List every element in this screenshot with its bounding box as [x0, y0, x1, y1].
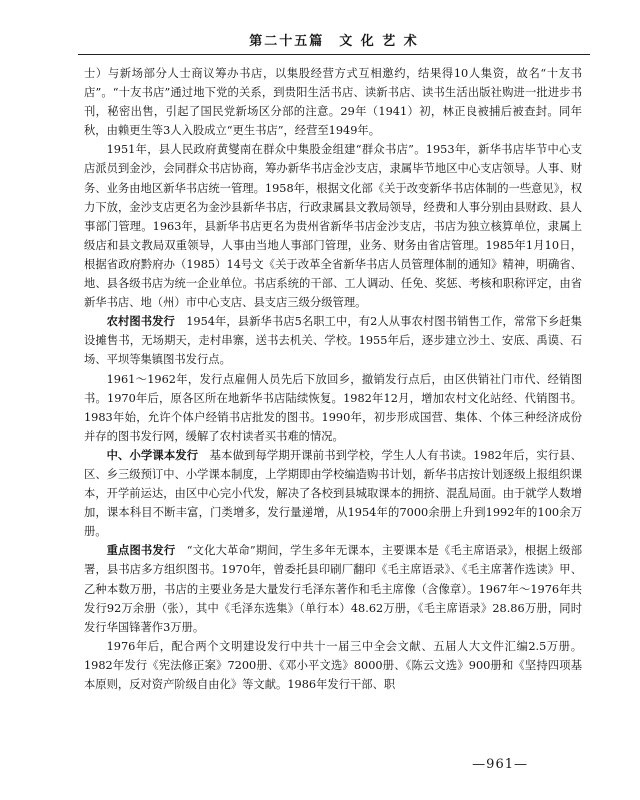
- paragraph: [84, 370, 582, 446]
- paragraph: [84, 312, 582, 369]
- section-title: 重点图书发行: [106, 544, 176, 558]
- paragraph: [84, 541, 582, 636]
- paragraph: [84, 64, 582, 140]
- section-title: 农村图书发行: [106, 315, 175, 329]
- paragraph: [84, 140, 582, 312]
- paragraph: [84, 446, 582, 541]
- paragraph-text: 1961～1962年，发行点雇佣人员先后下放回乡，撤销发行点后，由区供销社门市代、经销图书。1970年后，原各区所在地新华书店陆续恢复。1982年12月，增加农村文化站经、代销图书。1983年始，允许个体户经销书店批发的图书。1990年，初步形成国营、集体、个体三种经济成份并存的图书发行网，缓解了农村读者买书难的情况。: [84, 372, 582, 443]
- paragraph-text: 1954年，县新华书店5名职工中，有2人从事农村图书销售工作，常常下乡赶集设摊售书，无场期天，走村串寨，送书去机关、学校。1955年后，逐步建立沙土、安底、禹谟、石场、平坝等集镇图书发行点。: [84, 315, 582, 367]
- paragraph-text: 1951年，县人民政府黄燮南在群众中集股金组建“群众书店”。1953年，新华书店毕节中心支店派员到金沙，会同群众书店协商，筹办新华书店金沙支店，隶属毕节地区中心支店领导。人事、财务、业务由地区新华书店统一管理。1958年，根据文化部《关于改变新华书店体制的一些意见》，权力下放，金沙支店更名为金沙县新华书店，行政隶属县文教局领导，经费和人事分别由县财政、县人事部门管理。1963年，县新华书店更名为贵州省新华书店金沙支店，书店为独立核算单位，隶属上级店和县文教局双重领导，人事由当地人事部门管理，业务、财务由省店管理。1985年1月10日，根据省政府黔府办（1985）14号文《关于改革全省新华书店人员管理体制的通知》精神，明确省、地、县各级书店为统一企业单位。书店系统的干部、工人调动、任免、奖惩、考核和职称评定，由省新华书店、地（州）市中心支店、县支店三级分级管理。: [84, 143, 582, 310]
- page-header: 第二十五篇 文 化 艺 术: [249, 34, 419, 49]
- page-number: —961—: [472, 757, 528, 772]
- header-rule: [78, 54, 590, 55]
- paragraph: [84, 637, 582, 694]
- paragraph-text: “文化大革命”期间，学生多年无课本，主要课本是《毛主席语录》，根据上级部署，县书店多方组织图书。1970年，曾委托县印刷厂翻印《毛主席语录》、《毛主席著作选读》甲、乙种本数万册，书店的主要业务是大量发行毛泽东著作和毛主席像（含像章）。1967年～1976年共发行92万余册（张），其中《毛泽东选集》（单行本）48.62万册，《毛主席语录》28.86万册，同时发行华国锋著作3万册。: [84, 544, 582, 634]
- paragraph-text: 基本做到每学期开课前书到学校，学生人人有书读。1982年后，实行县、区、乡三级预订中、小学课本制度，上学期即由学校编造购书计划，新华书店按计划逐级上报组织课本，开学前运达，由区中心完小代发，解决了各校到县城取课本的拥挤、混乱局面。由于就学人数增加，课本科目不断丰富，门类增多，发行量递增，从1954年的7000余册上升到1992年的100余万册。: [84, 448, 582, 539]
- paragraph-text: 1976年后，配合两个文明建设发行中共十一届三中全会文献、五届人大文件汇编2.5万册。1982年发行《宪法修正案》7200册、《邓小平文选》8000册、《陈云文选》900册和《坚持四项基本原则，反对资产阶级自由化》等文献。1986年发行干部、职: [84, 639, 582, 691]
- body-text: [84, 64, 582, 694]
- paragraph-text: 士）与新场部分人士商议筹办书店，以集股经营方式互相邀约，结果得10人集资，故名“十友书店”。“十友书店”通过地下党的关系，到贵阳生活书店、读新书店、读书生活出版社购进一批进步书刊，秘密出售，引起了国民党新场区分部的注意。29年（1941）初，林正良被捕后被查封。同年秋，由赖更生等3人入股成立“更生书店”，经营至1949年。: [84, 67, 582, 138]
- section-title: 中、小学课本发行: [106, 448, 199, 462]
